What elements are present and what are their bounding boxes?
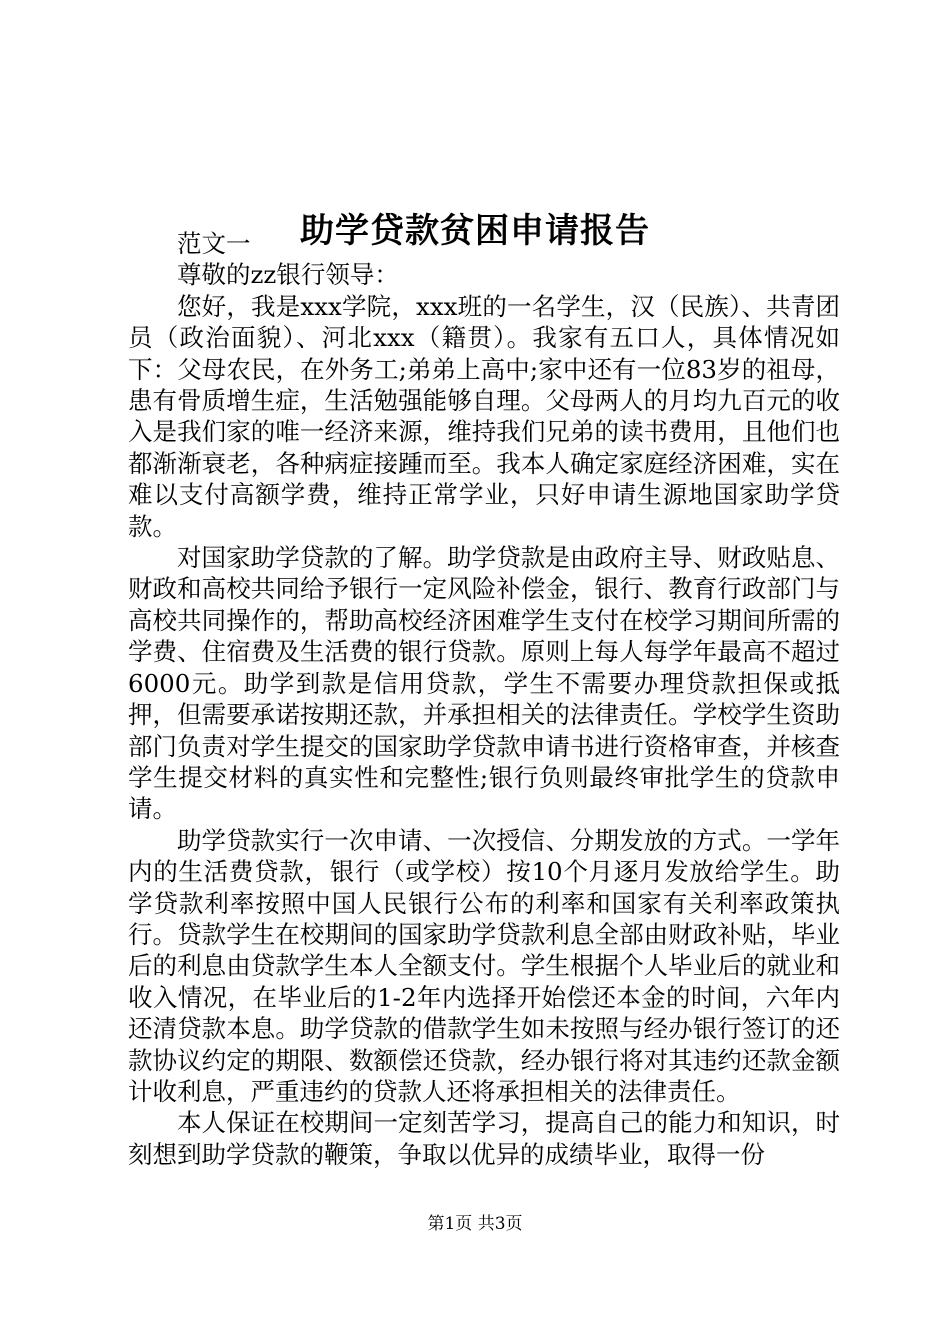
page-number-footer: 第1页 共3页 [427, 1214, 523, 1234]
paragraph-loan-understanding: 对国家助学贷款的了解。助学贷款是由政府主导、财政贴息、财政和高校共同给予银行一定风险补偿金，银行、教育行政部门与高校共同操作的，帮助高校经济困难学生支付在校学习期间所需的学费、住宿费及生活费的银行贷款。原则上每人每学年最高不超过6000元。助学到款是信用贷款，学生不需要办理贷款担保或抵押，但需要承诺按期还款，并承担相关的法律责任。学校学生资助部门负责对学生提交的国家助学贷款申请书进行资格审查，并核查学生提交材料的真实性和完整性;银行负则最终审批学生的贷款申请。 [128, 543, 840, 824]
document-title: 助学贷款贫困申请报告 [300, 210, 650, 251]
paragraph-loan-terms: 助学贷款实行一次申请、一次授信、分期发放的方式。一学年内的生活费贷款，银行（或学校）按10个月逐月发放给学生。助学贷款利率按照中国人民银行公布的利率和国家有关利率政策执行。贷款学生在校期间的国家助学贷款利息全部由财政补贴，毕业后的利息由贷款学生本人全额支付。学生根据个人毕业后的就业和收入情况，在毕业后的1-2年内选择开始偿还本金的时间，六年内还清贷款本息。助学贷款的借款学生如未按照与经办银行签订的还款协议约定的期限、数额偿还贷款，经办银行将对其违约还款金额计收利息，严重违约的贷款人还将承担相关的法律责任。 [128, 825, 840, 1106]
paragraph-pledge: 本人保证在校期间一定刻苦学习，提高自己的能力和知识，时刻想到助学贷款的鞭策，争取以优异的成绩毕业，取得一份 [128, 1108, 840, 1169]
document-body [128, 228, 840, 1170]
paragraph-salutation: 尊敬的zz银行领导： [177, 260, 399, 290]
paragraph-introduction: 您好，我是xxx学院，xxx班的一名学生，汉（民族）、共青团员（政治面貌）、河北xxx（籍贯）。我家有五口人，具体情况如下：父母农民，在外务工;弟弟上高中;家中还有一位83岁的祖母，患有骨质增生症，生活勉强能够自理。父母两人的月均九百元的收入是我们家的唯一经济来源，维持我们兄弟的读书费用，且他们也都渐渐衰老，各种病症接踵而至。我本人确定家庭经济困难，实在难以支付高额学费，维持正常学业，只好申请生源地国家助学贷款。 [128, 291, 840, 541]
paragraph-heading: 范文一 [177, 229, 251, 258]
